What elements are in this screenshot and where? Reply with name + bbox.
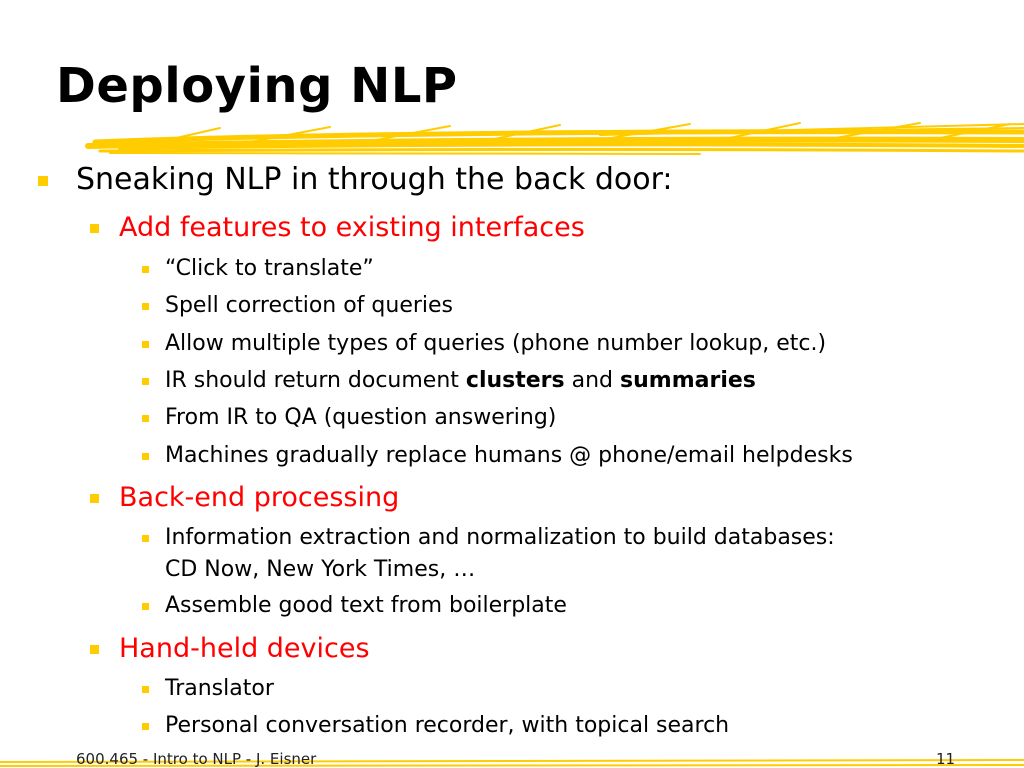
bullet-marker (90, 645, 99, 654)
list-item (165, 368, 756, 393)
bullet-marker (142, 341, 149, 348)
bullet-marker (142, 535, 149, 542)
bold-term-summaries: summaries (620, 368, 756, 393)
section-heading: Add features to existing interfaces (119, 212, 585, 243)
list-item: Machines gradually replace humans @ phone/email helpdesks (165, 443, 853, 468)
section-heading: Back-end processing (119, 482, 400, 513)
bullet-marker (142, 453, 149, 460)
bullet-level1-text: Sneaking NLP in through the back door: (76, 162, 673, 197)
footer-course-info: 600.465 - Intro to NLP - J. Eisner (76, 750, 317, 768)
list-item-text: and (564, 368, 621, 393)
bullet-marker (142, 266, 149, 273)
bold-term-clusters: clusters (465, 368, 565, 393)
slide-title: Deploying NLP (56, 58, 458, 114)
bullet-marker (142, 603, 149, 610)
bullet-marker (38, 176, 48, 186)
list-item: Information extraction and normalization to build databases: (165, 525, 835, 550)
list-item-continuation: CD Now, New York Times, … (165, 557, 476, 582)
bullet-marker (90, 494, 99, 503)
bullet-marker (90, 224, 99, 233)
list-item: Translator (165, 676, 274, 701)
list-item: Spell correction of queries (165, 293, 454, 318)
bullet-marker (142, 415, 149, 422)
list-item: Personal conversation recorder, with topical search (165, 713, 730, 738)
list-item: Allow multiple types of queries (phone number lookup, etc.) (165, 331, 827, 356)
bullet-marker (142, 378, 149, 385)
bullet-marker (142, 303, 149, 310)
list-item: Assemble good text from boilerplate (165, 593, 567, 618)
list-item: “Click to translate” (165, 256, 374, 281)
list-item-text: IR should return document (165, 368, 466, 393)
list-item: From IR to QA (question answering) (165, 405, 557, 430)
bullet-marker (142, 686, 149, 693)
section-heading: Hand-held devices (119, 633, 370, 664)
bullet-marker (142, 723, 149, 730)
slide-number: 11 (936, 750, 956, 768)
